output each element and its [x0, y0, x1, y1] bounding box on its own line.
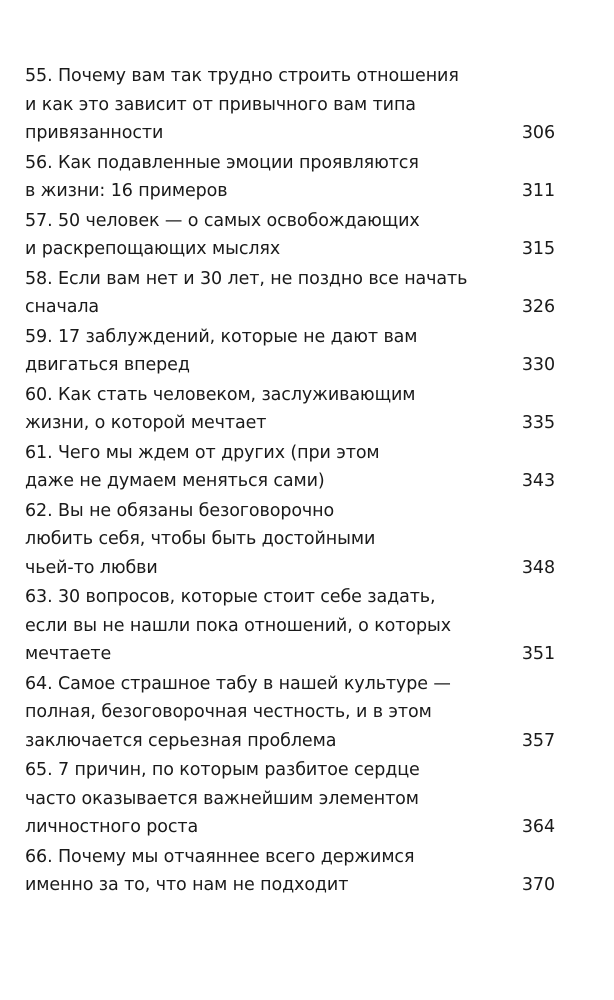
table-of-contents: [25, 62, 555, 900]
entry-title-line: 60. Как стать человеком, заслуживающим: [25, 384, 416, 405]
page-number: 343: [521, 471, 555, 491]
entry-title-line: и раскрепощающих мыслях: [25, 239, 281, 259]
entry-title-line: и как это зависит от привычного вам типа: [25, 94, 416, 115]
toc-entry-58[interactable]: [25, 265, 555, 322]
entry-title-line: 66. Почему мы отчаяннее всего держимся: [25, 846, 415, 867]
toc-entry-56[interactable]: [25, 149, 555, 206]
toc-entry-66[interactable]: [25, 843, 555, 900]
entry-title-line: заключается серьезная проблема: [25, 730, 337, 751]
entry-title-line: личностного роста: [25, 817, 199, 837]
toc-entry-60[interactable]: [25, 381, 555, 438]
entry-title-line: 55. Почему вам так трудно строить отношения: [25, 66, 459, 86]
toc-entry-62[interactable]: [25, 497, 555, 583]
entry-title-line: чьей-то любви: [25, 557, 158, 578]
entry-title-line: 61. Чего мы ждем от других (при этом: [25, 442, 380, 463]
toc-entry-59[interactable]: [25, 323, 555, 380]
page-number: 315: [521, 239, 555, 259]
entry-title-line: в жизни: 16 примеров: [25, 181, 228, 201]
toc-entry-57[interactable]: [25, 207, 555, 264]
entry-title-line: 65. 7 причин, по которым разбитое сердце: [25, 760, 420, 780]
page-number: 351: [521, 644, 555, 664]
entry-title-line: если вы не нашли пока отношений, о которых: [25, 615, 451, 636]
entry-title-line: мечтаете: [25, 644, 112, 664]
entry-title-line: именно за то, что нам не подходит: [25, 875, 349, 895]
entry-title-line: 63. 30 вопросов, которые стоит себе задать,: [25, 587, 436, 607]
entry-title-line: даже не думаем меняться сами): [25, 471, 325, 491]
toc-entry-61[interactable]: [25, 439, 555, 496]
toc-entry-64[interactable]: [25, 670, 555, 756]
page-number: 364: [521, 817, 555, 837]
toc-entry-65[interactable]: [25, 756, 555, 842]
page-number: 370: [521, 875, 555, 895]
toc-entry-55[interactable]: [25, 62, 555, 148]
entry-title-line: двигаться вперед: [25, 355, 190, 375]
page-number: 348: [521, 557, 555, 578]
page-number: 311: [521, 181, 555, 201]
page-number: 306: [521, 123, 555, 143]
entry-title-line: 56. Как подавленные эмоции проявляются: [25, 152, 419, 173]
entry-title-line: 58. Если вам нет и 30 лет, не поздно все начать: [25, 268, 468, 289]
entry-title-line: полная, безоговорочная честность, и в этом: [25, 702, 432, 722]
entry-title-line: 64. Самое страшное табу в нашей культуре —: [25, 673, 451, 694]
page-number: 357: [521, 730, 555, 751]
entry-title-line: 59. 17 заблуждений, которые не дают вам: [25, 326, 418, 347]
page-number: 335: [521, 413, 555, 433]
entry-title-line: сначала: [25, 297, 100, 317]
entry-title-line: 62. Вы не обязаны безоговорочно: [25, 500, 335, 521]
toc-entry-63[interactable]: [25, 583, 555, 669]
entry-title-line: привязанности: [25, 123, 164, 143]
page-number: 326: [521, 297, 555, 317]
page-number: 330: [521, 355, 555, 375]
entry-title-line: 57. 50 человек — о самых освобождающих: [25, 210, 420, 231]
entry-title-line: часто оказывается важнейшим элементом: [25, 788, 419, 809]
entry-title-line: любить себя, чтобы быть достойными: [25, 529, 376, 549]
entry-title-line: жизни, о которой мечтает: [25, 413, 267, 433]
